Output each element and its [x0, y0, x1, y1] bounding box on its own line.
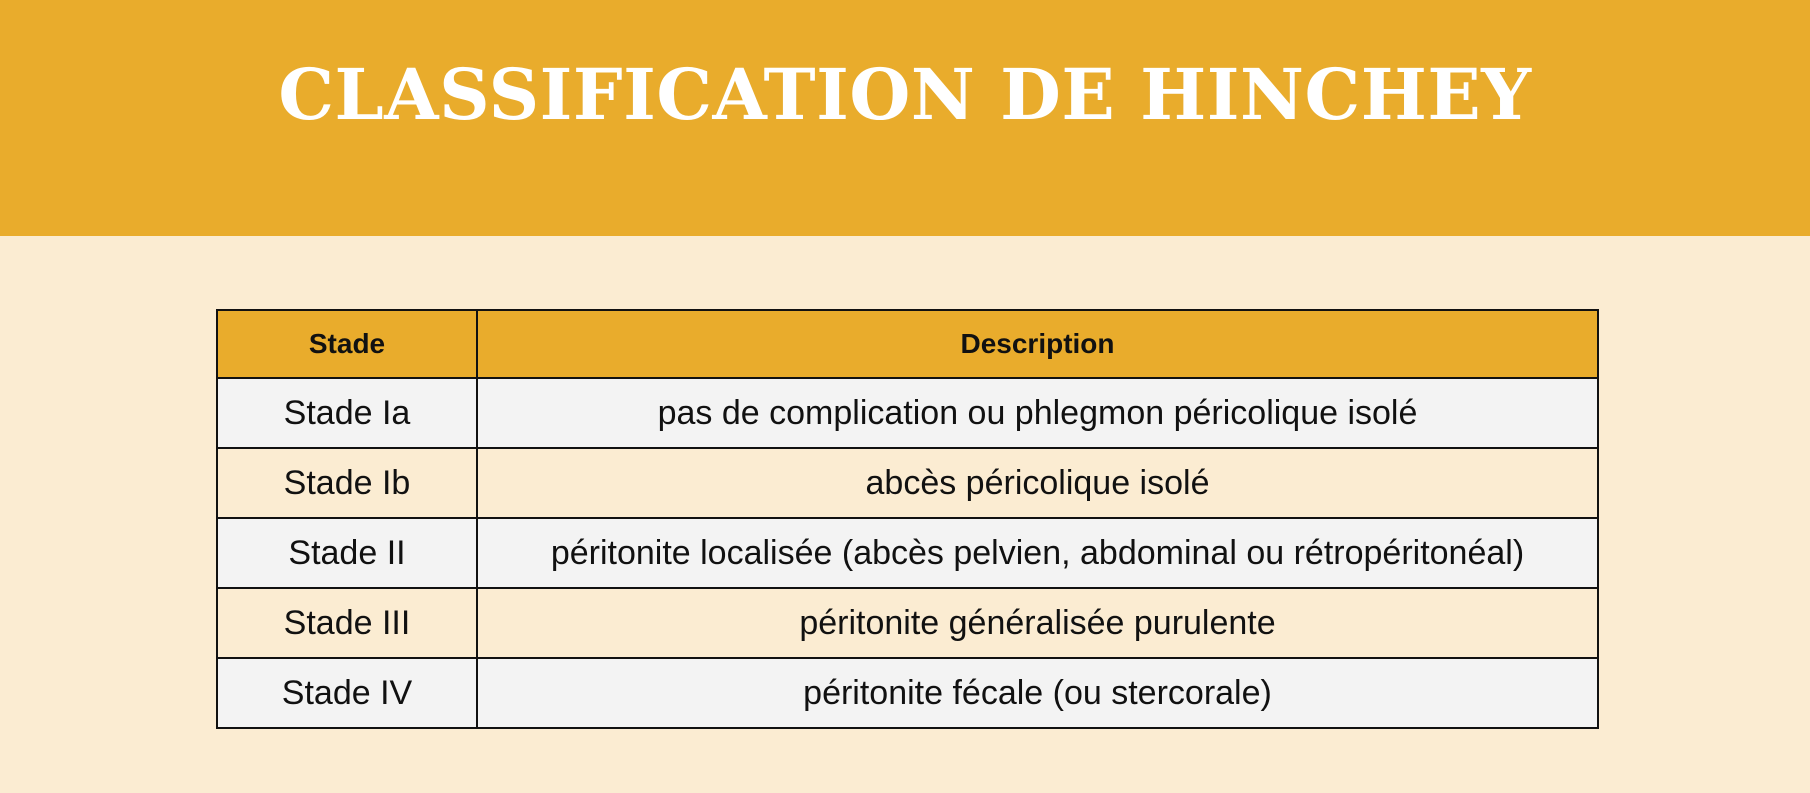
description-cell: péritonite généralisée purulente: [477, 588, 1598, 658]
page-title: CLASSIFICATION DE HINCHEY: [278, 53, 1532, 136]
table-row: [217, 378, 1598, 448]
stade-cell: Stade Ia: [217, 378, 477, 448]
table-row: [217, 448, 1598, 518]
title-banner: [0, 0, 1810, 236]
hinchey-table: [216, 309, 1599, 729]
table-row: [217, 658, 1598, 728]
description-cell: péritonite fécale (ou stercorale): [477, 658, 1598, 728]
description-cell: péritonite localisée (abcès pelvien, abdominal ou rétropéritonéal): [477, 518, 1598, 588]
stade-cell: Stade Ib: [217, 448, 477, 518]
table-row: [217, 588, 1598, 658]
hinchey-table-container: [216, 309, 1597, 724]
description-cell: pas de complication ou phlegmon péricolique isolé: [477, 378, 1598, 448]
column-header-description: Description: [477, 310, 1598, 378]
description-cell: abcès péricolique isolé: [477, 448, 1598, 518]
stade-cell: Stade III: [217, 588, 477, 658]
column-header-stade: Stade: [217, 310, 477, 378]
table-header-row: [217, 310, 1598, 378]
stade-cell: Stade IV: [217, 658, 477, 728]
stade-cell: Stade II: [217, 518, 477, 588]
table-row: [217, 518, 1598, 588]
